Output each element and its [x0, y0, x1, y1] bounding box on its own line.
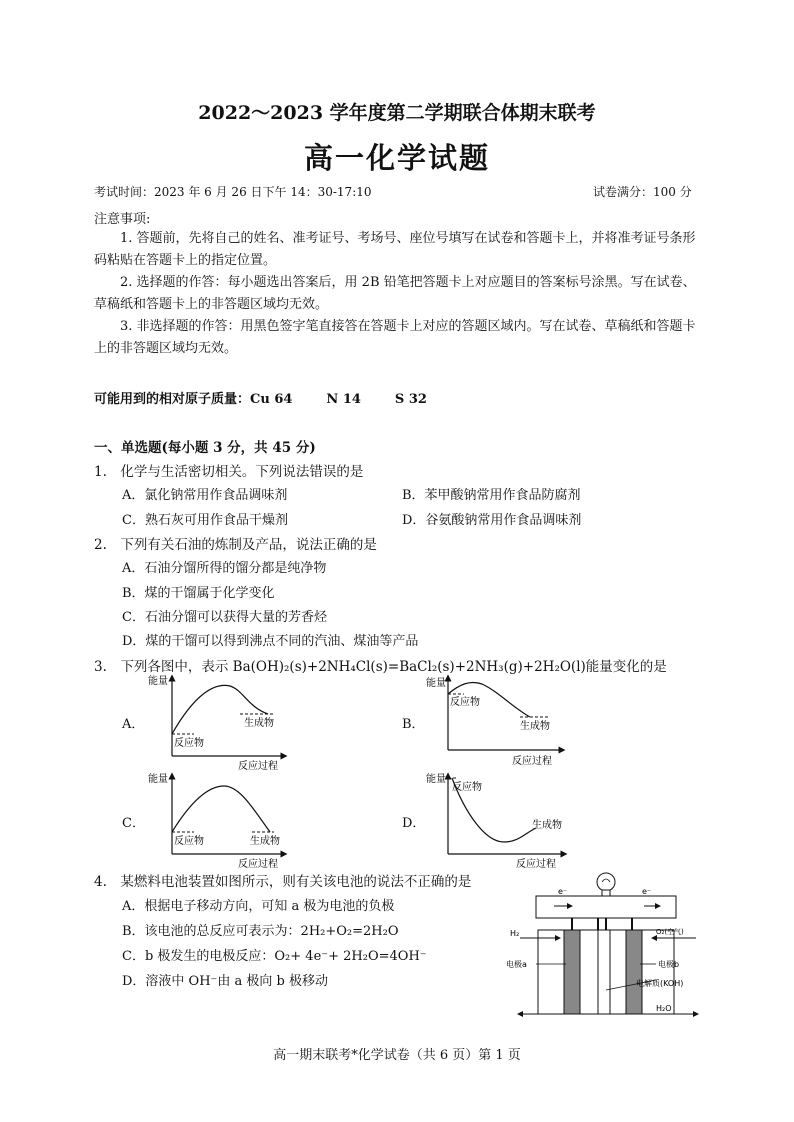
electrolyte-bar — [598, 930, 610, 1014]
energy-diagram-c — [148, 770, 298, 868]
notice-item-2: 2. 选择题的作答：每小题选出答案后，用 2B 铅笔把答题卡上对应题目的答案标号涂黑。写在试卷、草稿纸和答题卡上的非答题区域均无效。 — [94, 275, 696, 312]
q3-label-c: C． — [122, 816, 145, 831]
reactant-label: 反应物 — [174, 738, 204, 749]
exam-title: 2022～2023 学年度第二学期联合体期末联考 — [198, 102, 596, 124]
axis-y-label: 能量 — [148, 676, 168, 687]
q2-option-d: D．煤的干馏可以得到沸点不同的汽油、煤油等产品 — [122, 634, 419, 649]
reactant-label: 反应物 — [450, 697, 480, 708]
q4-option-c: C．b 极发生的电极反应：O₂+ 4e⁻+ 2H₂O=4OH⁻ — [122, 949, 427, 964]
energy-diagram-a — [148, 672, 298, 770]
external-circuit — [536, 896, 676, 918]
q3-label-d: D． — [402, 816, 426, 831]
q4-option-d: D．溶液中 OH⁻由 a 极向 b 极移动 — [122, 974, 329, 989]
atomic-mass-label: 可能用到的相对原子质量：Cu 64 — [94, 392, 293, 407]
electrode-b-bar — [626, 930, 642, 1014]
q3-equation: Ba(OH)₂(s)+2NH₄Cl(s)=BaCl₂(s)+2NH₃(g)+2H₂O(l) — [232, 659, 586, 675]
o2-label: O₂(空气) — [656, 928, 684, 936]
q1-option-a: A．氯化钠常用作食品调味剂 — [122, 488, 288, 503]
q4-stem: 4. 某燃料电池装置如图所示，则有关该电池的说法不正确的是 — [94, 874, 472, 890]
exam-time: 考试时间：2023 年 6 月 26 日下午 14：30-17:10 — [94, 185, 372, 199]
section-heading: 一、单选题(每小题 3 分，共 45 分) — [94, 440, 316, 456]
energy-diagram-b — [424, 672, 574, 770]
axis-y-label: 能量 — [426, 774, 446, 785]
q4-option-b: B．该电池的总反应可表示为：2H₂+O₂=2H₂O — [122, 924, 399, 939]
notice-item-3: 3. 非选择题的作答：用黑色签字笔直接答在答题卡上对应的答题区域内。写在试卷、草稿纸和答题卡上的非答题区域均无效。 — [94, 319, 696, 356]
q3-stem-suffix: 能量变化的是 — [585, 659, 667, 675]
light-bulb-icon — [597, 873, 615, 896]
h2-label: H₂ — [510, 929, 520, 938]
q1-stem: 1. 化学与生活密切相关。下列说法错误的是 — [94, 464, 364, 480]
axis-x-label: 反应过程 — [238, 859, 278, 868]
energy-diagram-d — [424, 770, 574, 868]
electron-label-right: e⁻ — [642, 887, 652, 896]
axis-y-label: 能量 — [426, 678, 446, 689]
reactant-label: 反应物 — [174, 836, 204, 847]
q3-label-b: B． — [402, 717, 425, 732]
q2-stem: 2. 下列有关石油的炼制及产品，说法正确的是 — [94, 537, 377, 553]
atomic-mass — [94, 388, 461, 407]
axis-x-label: 反应过程 — [512, 756, 552, 767]
product-label: 生成物 — [250, 836, 280, 847]
q2-option-a: A．石油分馏所得的馏分都是纯净物 — [122, 561, 327, 576]
product-label: 生成物 — [520, 721, 550, 732]
product-label: 生成物 — [244, 718, 274, 729]
q2-option-c: C．石油分馏可以获得大量的芳香烃 — [122, 610, 327, 625]
energy-curve — [172, 786, 270, 832]
axis-x-label: 反应过程 — [516, 859, 556, 868]
axis-x-label: 反应过程 — [238, 761, 278, 770]
notice-item-1: 1. 答题前，先将自己的姓名、准考证号、考场号、座位号填写在试卷和答题卡上，并将准考证号条形码粘贴在答题卡上的指定位置。 — [94, 231, 696, 268]
electrode-b-label: 电极b — [658, 960, 680, 969]
fuel-cell-diagram — [506, 868, 712, 1028]
electron-label-left: e⁻ — [558, 887, 568, 896]
q1-option-b: B．苯甲酸钠常用作食品防腐剂 — [402, 488, 581, 503]
notice-heading: 注意事项: — [94, 212, 151, 227]
q1-option-c: C．熟石灰可用作食品干燥剂 — [122, 513, 288, 528]
h2o-label: H₂O — [656, 1004, 672, 1013]
q4-option-a: A．根据电子移动方向，可知 a 极为电池的负极 — [122, 899, 395, 914]
axis-y-label: 能量 — [148, 774, 168, 785]
q2-option-b: B．煤的干馏属于化学变化 — [122, 586, 275, 601]
q1-option-d: D．谷氨酸钠常用作食品调味剂 — [402, 513, 582, 528]
atomic-mass-n: N 14 — [326, 392, 361, 407]
product-label: 生成物 — [532, 820, 562, 831]
subject-title: 高一化学试题 — [303, 141, 490, 175]
electrolyte-label: 电解质(KOH) — [636, 979, 684, 988]
q3-label-a: A． — [122, 717, 145, 732]
electrode-a-label: 电极a — [506, 960, 527, 969]
atomic-mass-s: S 32 — [394, 392, 427, 407]
full-score: 试卷满分：100 分 — [593, 185, 692, 199]
q3-stem-prefix: 3. 下列各图中，表示 — [94, 659, 233, 675]
reactant-label: 反应物 — [452, 782, 482, 793]
electrode-a-bar — [564, 930, 580, 1014]
page-footer: 高一期末联考*化学试卷（共 6 页）第 1 页 — [273, 1048, 521, 1063]
